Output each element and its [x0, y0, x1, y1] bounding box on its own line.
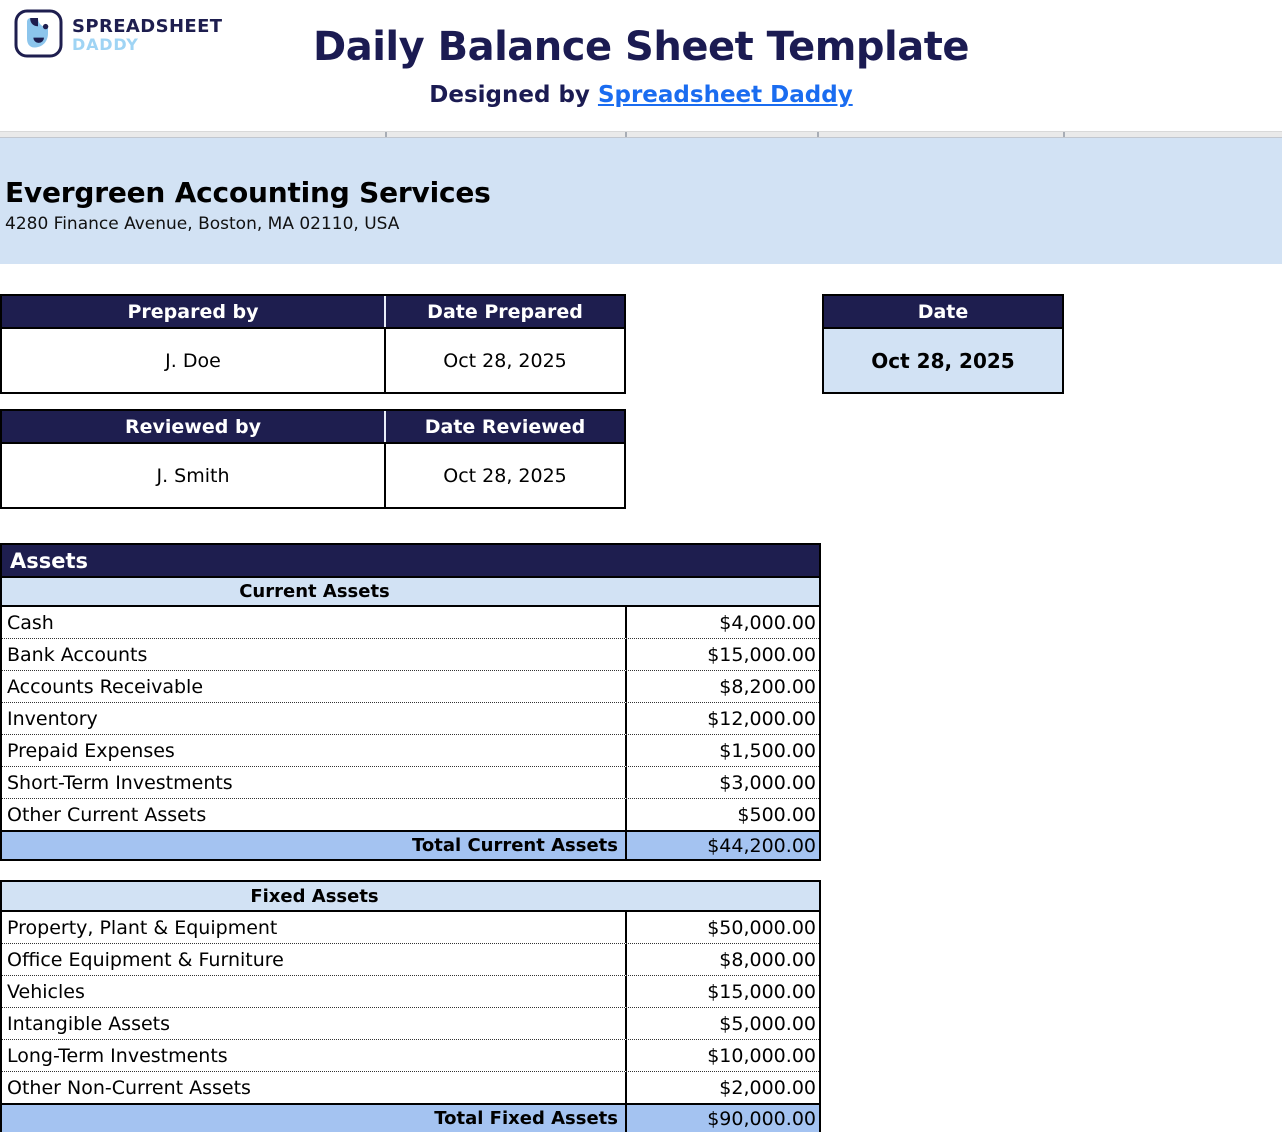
table-row [2, 671, 819, 703]
company-name-cell[interactable]: Evergreen Accounting Services [5, 176, 491, 209]
total-fixed-assets-label: Total Fixed Assets [434, 1108, 618, 1129]
asset-value-cell[interactable]: $8,200.00 [625, 671, 819, 702]
prepared-by-value-row [2, 329, 624, 392]
page-title: Daily Balance Sheet Template [313, 24, 969, 70]
asset-value-cell[interactable]: $50,000.00 [625, 912, 819, 943]
asset-label: Vehicles [7, 980, 85, 1003]
asset-value-cell[interactable]: $4,000.00 [625, 607, 819, 638]
sheet-gridline-strip [0, 131, 1282, 138]
reviewed-by-cell[interactable]: J. Smith [2, 444, 386, 507]
current-assets-table [0, 543, 821, 861]
date-reviewed-header: Date Reviewed [424, 415, 586, 438]
fixed-assets-subheader: Fixed Assets [250, 885, 379, 907]
designed-by-text: Designed by [429, 82, 598, 108]
table-row [2, 944, 819, 976]
total-current-assets-value[interactable]: $44,200.00 [625, 832, 819, 859]
prepared-by-table [0, 294, 626, 394]
asset-value-cell[interactable]: $8,000.00 [625, 944, 819, 975]
table-row [2, 767, 819, 799]
prepared-by-header: Prepared by [2, 296, 386, 327]
grid-tick [385, 132, 387, 137]
total-fixed-assets-value[interactable]: $90,000.00 [625, 1105, 819, 1132]
table-row [2, 607, 819, 639]
asset-label: Prepaid Expenses [7, 739, 175, 762]
assets-section-header: Assets [2, 545, 819, 578]
table-row [2, 1008, 819, 1040]
company-header-band [0, 138, 1282, 264]
date-reviewed-cell[interactable]: Oct 28, 2025 [443, 464, 567, 487]
table-row [2, 703, 819, 735]
asset-value-cell[interactable]: $1,500.00 [625, 735, 819, 766]
company-address-cell[interactable]: 4280 Finance Avenue, Boston, MA 02110, USA [5, 214, 400, 234]
fixed-assets-subheader-row [2, 882, 819, 912]
grid-tick [817, 132, 819, 137]
asset-value-cell[interactable]: $15,000.00 [625, 976, 819, 1007]
asset-label: Office Equipment & Furniture [7, 948, 284, 971]
asset-label: Short-Term Investments [7, 771, 233, 794]
date-value-cell[interactable]: Oct 28, 2025 [824, 329, 1062, 392]
asset-label: Inventory [7, 707, 98, 730]
total-current-assets-row [2, 830, 819, 859]
asset-label: Other Current Assets [7, 803, 207, 826]
reviewed-by-header-row [2, 411, 624, 444]
table-row [2, 735, 819, 767]
reviewed-by-header: Reviewed by [2, 411, 386, 442]
asset-value-cell[interactable]: $15,000.00 [625, 639, 819, 670]
reviewed-by-table [0, 409, 626, 509]
asset-label: Long-Term Investments [7, 1044, 228, 1067]
asset-label: Cash [7, 611, 54, 634]
current-assets-subheader-row [2, 578, 819, 607]
asset-value-cell[interactable]: $500.00 [625, 799, 819, 830]
table-row [2, 912, 819, 944]
spreadsheet-daddy-link[interactable]: Spreadsheet Daddy [597, 82, 853, 108]
asset-label: Accounts Receivable [7, 675, 204, 698]
table-row [2, 639, 819, 671]
total-fixed-assets-row [2, 1103, 819, 1132]
current-assets-subheader: Current Assets [239, 581, 390, 602]
prepared-by-header-row [2, 296, 624, 329]
date-prepared-header: Date Prepared [427, 300, 583, 323]
table-row [2, 1040, 819, 1072]
date-prepared-cell[interactable]: Oct 28, 2025 [443, 349, 567, 372]
reviewed-by-value-row [2, 444, 624, 507]
date-box [822, 294, 1064, 394]
table-row [2, 1072, 819, 1103]
designed-by-row [0, 82, 1282, 108]
fixed-assets-table [0, 880, 821, 1132]
grid-tick [625, 132, 627, 137]
asset-label: Other Non-Current Assets [7, 1076, 251, 1099]
table-row [2, 799, 819, 830]
asset-value-cell[interactable]: $2,000.00 [625, 1072, 819, 1103]
asset-value-cell[interactable]: $3,000.00 [625, 767, 819, 798]
asset-label: Intangible Assets [7, 1012, 171, 1035]
asset-label: Property, Plant & Equipment [7, 916, 278, 939]
table-row [2, 976, 819, 1008]
brand-name-bottom: DADDY [72, 34, 139, 54]
prepared-by-cell[interactable]: J. Doe [2, 329, 386, 392]
asset-value-cell[interactable]: $5,000.00 [625, 1008, 819, 1039]
brand-name-top: SPREADSHEET [72, 15, 223, 37]
asset-label: Bank Accounts [7, 643, 148, 666]
total-current-assets-label: Total Current Assets [412, 835, 618, 856]
asset-value-cell[interactable]: $12,000.00 [625, 703, 819, 734]
date-header: Date [824, 296, 1062, 329]
asset-value-cell[interactable]: $10,000.00 [625, 1040, 819, 1071]
grid-tick [1063, 132, 1065, 137]
